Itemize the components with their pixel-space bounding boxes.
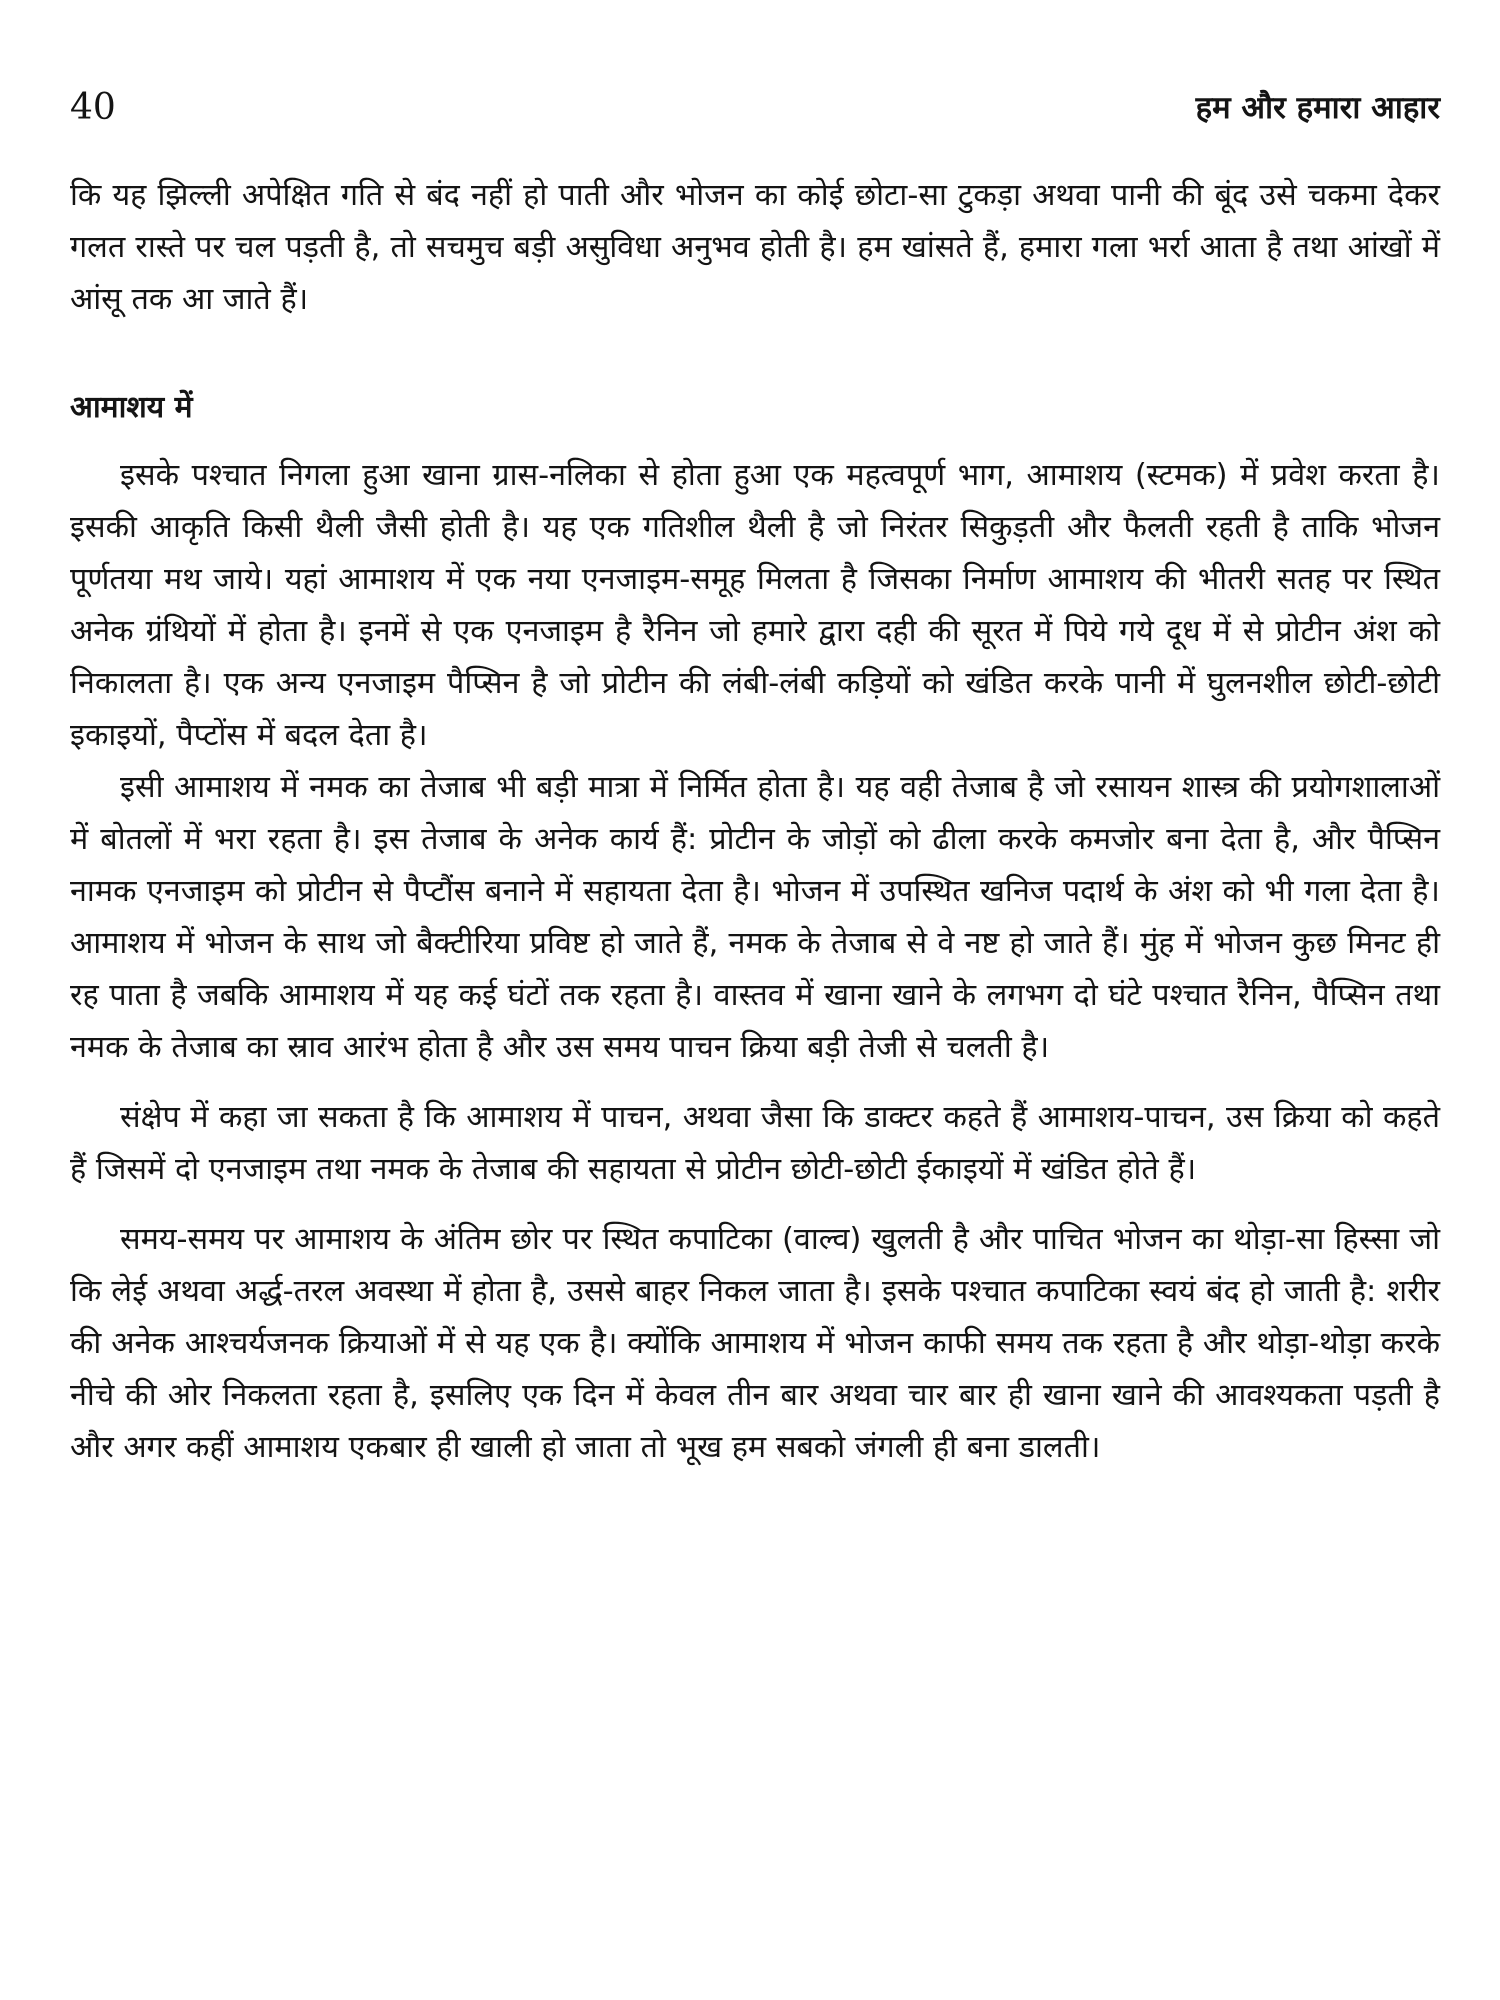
body-text (70, 170, 1440, 1474)
running-title: हम और हमारा आहार (1195, 90, 1440, 126)
paragraph-valve: समय-समय पर आमाशय के अंतिम छोर पर स्थित कपाटिका (वाल्व) खुलती है और पाचित भोजन का थोड़ा-सा हिस्सा जो कि लेई अथवा अर्द्ध-तरल अवस्था में होता है, उससे बाहर निकल जाता है। इसके पश्चात कपाटिका स्वयं बंद हो जाती है: शरीर की अनेक आश्चर्यजनक क्रियाओं में से यह एक है। क्योंकि आमाशय में भोजन काफी समय तक रहता है और थोड़ा-थोड़ा करके नीचे की ओर निकलता रहता है, इसलिए एक दिन में केवल तीन बार अथवा चार बार ही खाना खाने की आवश्यकता पड़ती है और अगर कहीं आमाशय एकबार ही खाली हो जाता तो भूख हम सबको जंगली ही बना डालती। (70, 1222, 1440, 1465)
paragraph-hydrochloric-acid: इसी आमाशय में नमक का तेजाब भी बड़ी मात्रा में निर्मित होता है। यह वही तेजाब है जो रसायन शास्त्र की प्रयोगशालाओं में बोतलों में भरा रहता है। इस तेजाब के अनेक कार्य हैं: प्रोटीन के जोड़ों को ढीला करके कमजोर बना देता है, और पैप्सिन नामक एनजाइम को प्रोटीन से पैप्टौंस बनाने में सहायता देता है। भोजन में उपस्थित खनिज पदार्थ के अंश को भी गला देता है। आमाशय में भोजन के साथ जो बैक्टीरिया प्रविष्ट हो जाते हैं, नमक के तेजाब से वे नष्ट हो जाते हैं। मुंह में भोजन कुछ मिनट ही रह पाता है जबकि आमाशय में यह कई घंटों तक रहता है। वास्तव में खाना खाने के लगभग दो घंटे पश्चात रैनिन, पैप्सिन तथा नमक के तेजाब का स्राव आरंभ होता है और उस समय पाचन क्रिया बड़ी तेजी से चलती है। (70, 770, 1440, 1065)
page-header (70, 88, 1440, 148)
page-number: 40 (70, 87, 116, 128)
paragraph-continuation: कि यह झिल्ली अपेक्षित गति से बंद नहीं हो पाती और भोजन का कोई छोटा-सा टुकड़ा अथवा पानी की बूंद उसे चकमा देकर गलत रास्ते पर चल पड़ती है, तो सचमुच बड़ी असुविधा अनुभव होती है। हम खांसते हैं, हमारा गला भर्रा आता है तथा आंखों में आंसू तक आ जाते हैं। (70, 178, 1440, 317)
paragraph-summary: संक्षेप में कहा जा सकता है कि आमाशय में पाचन, अथवा जैसा कि डाक्टर कहते हैं आमाशय-पाचन, उस क्रिया को कहते हैं जिसमें दो एनजाइम तथा नमक के तेजाब की सहायता से प्रोटीन छोटी-छोटी ईकाइयों में खंडित होते हैं। (70, 1100, 1440, 1187)
paragraph-stomach-intro: इसके पश्चात निगला हुआ खाना ग्रास-नलिका से होता हुआ एक महत्वपूर्ण भाग, आमाशय (स्टमक) में प्रवेश करता है। इसकी आकृति किसी थैली जैसी होती है। यह एक गतिशील थैली है जो निरंतर सिकुड़ती और फैलती रहती है ताकि भोजन पूर्णतया मथ जाये। यहां आमाशय में एक नया एनजाइम-समूह मिलता है जिसका निर्माण आमाशय की भीतरी सतह पर स्थित अनेक ग्रंथियों में होता है। इनमें से एक एनजाइम है रैनिन जो हमारे द्वारा दही की सूरत में पिये गये दूध में से प्रोटीन अंश को निकालता है। एक अन्य एनजाइम पैप्सिन है जो प्रोटीन की लंबी-लंबी कड़ियों को खंडित करके पानी में घुलनशील छोटी-छोटी इकाइयों, पैप्टोंस में बदल देता है। (70, 458, 1440, 753)
section-heading: आमाशय में (70, 390, 193, 425)
